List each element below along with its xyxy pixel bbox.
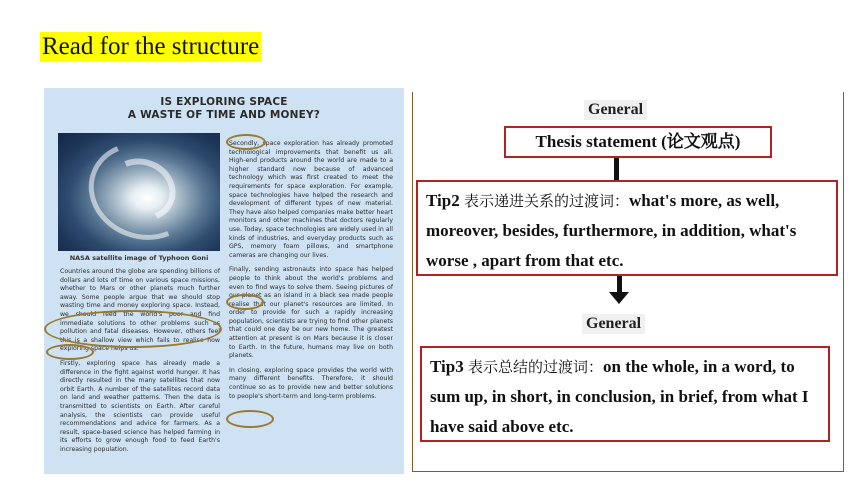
- circle-annotation-thesis: [44, 310, 222, 348]
- circle-annotation-in-closing: [226, 410, 274, 428]
- article-left-column: [60, 268, 220, 468]
- circle-annotation-finally: [226, 294, 264, 310]
- article-image: [44, 88, 404, 474]
- paragraph-intro: Countries around the globe are spending billions of dollars and lots of time on various space missions, whether to Mars or other planets much further away. Some people argue that we should stop wasting time and money exploring space. Instead, we should feed the world's poor and find immediate solutions to other problems such as pollution and fatal diseases. However, others feel this is a shallow view which fails to realise how exploring space helps us.: [60, 268, 220, 353]
- tip2-box: [416, 180, 838, 276]
- circle-annotation-secondly: [226, 134, 266, 150]
- tip3-box: [420, 346, 830, 442]
- article-title-line1: IS EXPLORING SPACE: [160, 96, 288, 108]
- article-title: [44, 96, 404, 122]
- arrow-down-icon: [614, 158, 619, 180]
- typhoon-photo: [58, 133, 220, 251]
- paragraph-secondly: Secondly, space exploration has already promoted technological improvements that benefit us all. High-end products around the world are made to a higher standard now because of advanced technology which was first created to meet the requirements for space exploration. For example, space technologies have helped the research and development of different types of new material. They have also helped companies make better heart monitors and other machines that doctors regularly use. Today, space technologies are widely used in all kinds of industries, and everyday products such as GPS, memory foam pillows, and smartphone cameras are changing our lives.: [229, 140, 393, 259]
- image-caption: NASA satellite image of Typhoon Goni: [69, 254, 209, 262]
- tip3-chinese: 表示总结的过渡词：: [467, 358, 603, 376]
- paragraph-finally: Finally, sending astronauts into space has helped people to think about the world's problems and even to find ways to solve them. Seeing pictures of our planet as an island in a black sea made people realise that our planet's resources are limited. In order to provide for such a rapidly increasing population, scientists are trying to find other planets that could one day be our new home. The greatest attention at present is on Mars because it is closer to Earth. In the future, humans may live on both planets.: [229, 266, 393, 360]
- circle-annotation-firstly: [46, 344, 94, 360]
- general-label-middle: General: [582, 314, 645, 334]
- general-label-top: General: [584, 100, 647, 120]
- tip2-words: what's more, as well, moreover, besides, furthermore, in addition, what's worse , apart from that etc.: [426, 191, 797, 270]
- tip3-words: on the whole, in a word, to sum up, in short, in conclusion, in brief, from what I have said above etc.: [430, 357, 809, 436]
- paragraph-in-closing: In closing, exploring space provides the world with many different benefits. Therefore, it should continue so as to provide new and better solutions to people's short-term and long-term problems.: [229, 366, 393, 400]
- thesis-box: [504, 126, 772, 158]
- thesis-text: Thesis statement (论文观点): [535, 132, 741, 151]
- paragraph-firstly: Firstly, exploring space has already made a difference in the fight against world hunger. It has directly resulted in the many satellites that now orbit Earth. A number of the satellites record data on land and weather patterns. Then the data is transmitted to scientists on Earth. After careful analysis, the scientists can provide useful recommendations and advice for farmers. As a result, space-based science has helped farming in its efforts to grow enough food to feed Earth's increasing population.: [60, 359, 220, 453]
- slide-title: Read for the structure: [42, 33, 260, 60]
- tip2-chinese: 表示递进关系的过渡词：: [463, 192, 629, 210]
- tip3-label: Tip3: [430, 357, 464, 376]
- tip2-label: Tip2: [426, 191, 460, 210]
- arrow-down-icon: [609, 292, 629, 304]
- article-title-line2: A WASTE OF TIME AND MONEY?: [127, 109, 321, 121]
